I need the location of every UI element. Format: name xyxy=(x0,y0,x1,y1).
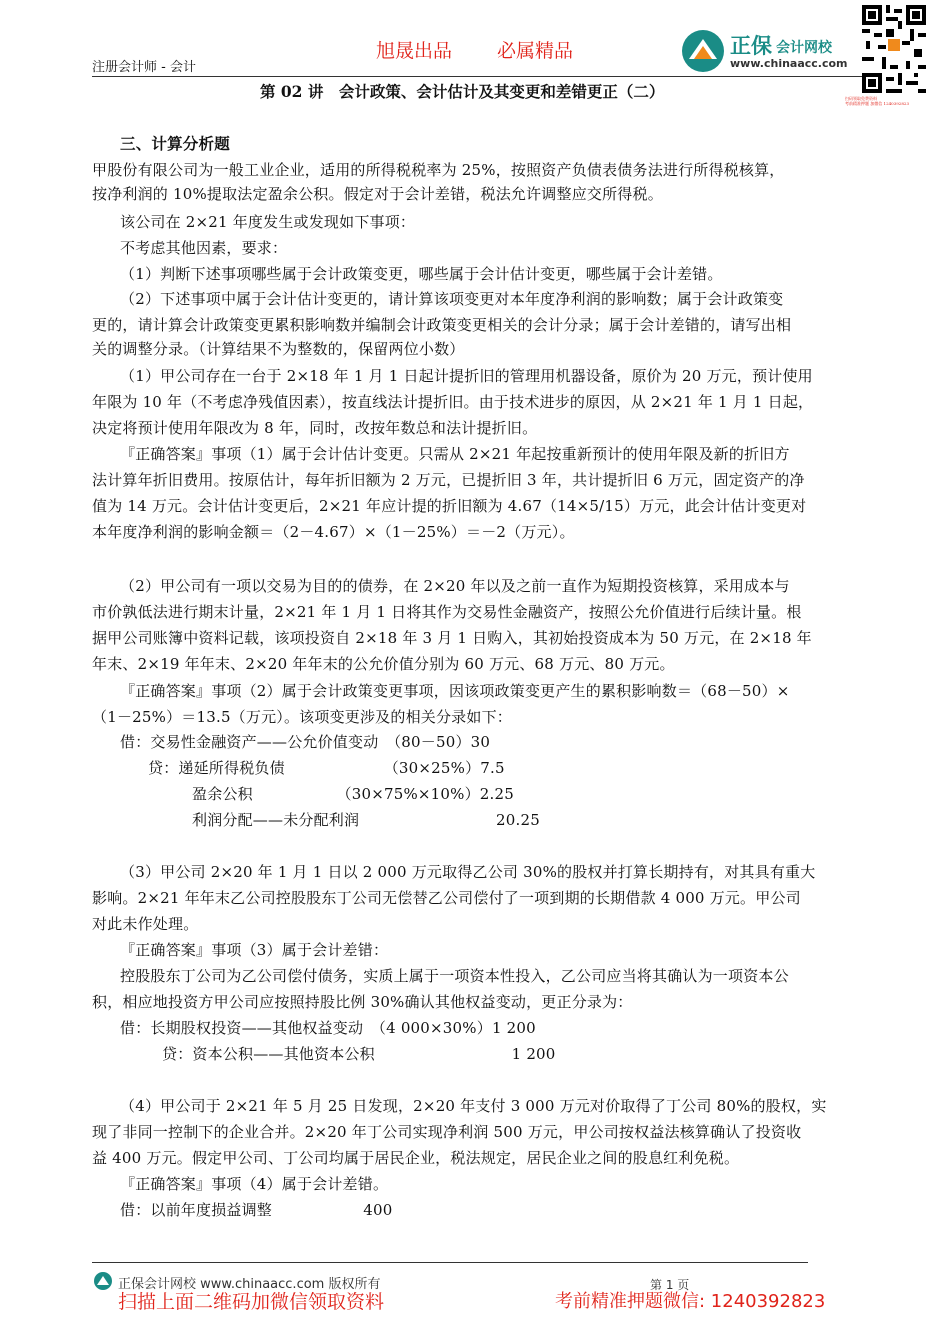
logo-sub: 会计网校 xyxy=(776,40,832,56)
body-text-line: 『正确答案』事项（1）属于会计估计变更。只需从 2×21 年起按重新预计的使用年限及新的折旧方 xyxy=(120,445,790,463)
body-text-line: （2）甲公司有一项以交易为目的的债券，在 2×20 年以及之前一直作为短期投资核算，采用成本与 xyxy=(120,577,790,595)
body-text-line: 现了非同一控制下的企业合并。2×20 年丁公司实现净利润 500 万元，甲公司按权益法核算确认了投资收 xyxy=(92,1123,802,1141)
body-text-line: 『正确答案』事项（4）属于会计差错。 xyxy=(120,1175,389,1193)
logo-url: www.chinaacc.com xyxy=(730,57,848,70)
body-text-line: 本年度净利润的影响金额＝（2－4.67）×（1－25%）＝－2（万元）。 xyxy=(92,523,575,541)
body-text-line: （1－25%）＝13.5（万元）。该项变更涉及的相关分录如下： xyxy=(92,708,512,726)
body-text-line: 利润分配——未分配利润 20.25 xyxy=(192,811,540,829)
qr-caption-line-1: 扫码领取免费资料 xyxy=(845,96,877,101)
body-text-line: （1）甲公司存在一台于 2×18 年 1 月 1 日起计提折旧的管理用机器设备，原价为 20 万元，预计使用 xyxy=(120,367,813,385)
body-text-line: 益 400 万元。假定甲公司、丁公司均属于居民企业，税法规定，居民企业之间的股息红利免税。 xyxy=(92,1149,740,1167)
body-text-line: 年限为 10 年（不考虑净残值因素），按直线法计提折旧。由于技术进步的原因，从 2×21 年 1 月 1 日起， xyxy=(92,393,814,411)
body-text-line: 贷：资本公积——其他资本公积 1 200 xyxy=(162,1045,556,1063)
logo-mark-icon xyxy=(680,28,726,74)
body-text-line: 按净利润的 10%提取法定盈余公积。假定对于会计差错，税法允许调整应交所得税。 xyxy=(92,185,663,203)
body-text-line: 对此未作处理。 xyxy=(92,915,199,933)
body-text-line: 该公司在 2×21 年度发生或发现如下事项： xyxy=(120,213,416,231)
slogan-left: 旭晟出品 xyxy=(376,40,453,62)
qr-code-icon xyxy=(862,5,926,93)
footer-copyright: 正保会计网校 www.chinaacc.com 版权所有 xyxy=(118,1277,381,1292)
body-text-line: 借：以前年度损益调整 400 xyxy=(120,1201,393,1219)
body-text-line: 不考虑其他因素，要求： xyxy=(120,239,288,257)
footer-promo-right: 考前精准押题微信: 1240392823 xyxy=(555,1291,826,1312)
body-text-line: 控股股东丁公司为乙公司偿付债务，实质上属于一项资本性投入，乙公司应当将其确认为一项资本公 xyxy=(120,967,789,985)
body-text-line: 借：交易性金融资产——公允价值变动 （80－50）30 xyxy=(120,733,491,751)
body-text-line: 『正确答案』事项（3）属于会计差错： xyxy=(120,941,389,959)
brand-logo xyxy=(680,28,855,76)
section-heading: 三、计算分析题 xyxy=(120,134,230,153)
header-divider xyxy=(92,76,862,77)
lecture-title: 第 02 讲 会计政策、会计估计及其变更和差错更正（二） xyxy=(260,82,665,101)
slogan-right: 必属精品 xyxy=(497,40,574,62)
body-text-line: 市价孰低法进行期末计量，2×21 年 1 月 1 日将其作为交易性金融资产，按照公允价值进行后续计量。根 xyxy=(92,603,802,621)
body-text-line: 『正确答案』事项（2）属于会计政策变更事项，因该项政策变更产生的累积影响数＝（68－50）× xyxy=(120,682,790,700)
body-text-line: （3）甲公司 2×20 年 1 月 1 日以 2 000 万元取得乙公司 30%的股权并打算长期持有，对其具有重大 xyxy=(120,863,816,881)
logo-name: 正保 xyxy=(730,34,772,58)
body-text-line: 盈余公积 （30×75%×10%）2.25 xyxy=(192,785,515,803)
qr-caption xyxy=(845,96,947,106)
course-name: 注册会计师 - 会计 xyxy=(92,60,196,75)
footer-page-number: 第 1 页 xyxy=(650,1278,690,1292)
footer-promo-left: 扫描上面二维码加微信领取资料 xyxy=(118,1291,385,1313)
body-text-line: 积，相应地投资方甲公司应按照持股比例 30%确认其他权益变动，更正分录为： xyxy=(92,993,633,1011)
body-text-line: 据甲公司账簿中资料记载，该项投资自 2×18 年 3 月 1 日购入，其初始投资成本为 50 万元，在 2×18 年 xyxy=(92,629,812,647)
body-text-line: 决定将预计使用年限改为 8 年，同时，改按年数总和法计提折旧。 xyxy=(92,419,538,437)
body-text-line: （4）甲公司于 2×21 年 5 月 25 日发现，2×20 年支付 3 000 万元对价取得了丁公司 80%的股权，实 xyxy=(120,1097,827,1115)
body-text-line: 年末、2×19 年年末、2×20 年年末的公允价值分别为 60 万元、68 万元、80 万元。 xyxy=(92,655,675,673)
body-text-line: （2）下述事项中属于会计估计变更的，请计算该项变更对本年度净利润的影响数；属于会计政策变 xyxy=(120,290,784,308)
body-text-line: 甲股份有限公司为一般工业企业，适用的所得税税率为 25%，按照资产负债表债务法进行所得税核算， xyxy=(92,161,785,179)
footer-logo-icon xyxy=(93,1271,113,1291)
body-text-line: 更的，请计算会计政策变更累积影响数并编制会计政策变更相关的会计分录；属于会计差错的，请写出相 xyxy=(92,316,792,334)
body-text-line: 贷：递延所得税负债 （30×25%）7.5 xyxy=(148,759,505,777)
body-text-line: 关的调整分录。（计算结果不为整数的，保留两位小数） xyxy=(92,340,465,358)
qr-caption-line-2: 考前精准押题 加微信 1240392823 xyxy=(845,101,909,106)
body-text-line: 借：长期股权投资——其他权益变动 （4 000×30%）1 200 xyxy=(120,1019,536,1037)
body-text-line: 值为 14 万元。会计估计变更后，2×21 年应计提的折旧额为 4.67（14×5/15）万元，此会计估计变更对 xyxy=(92,497,807,515)
body-text-line: 影响。2×21 年年末乙公司控股股东丁公司无偿替乙公司偿付了一项到期的长期借款 4 000 万元。甲公司 xyxy=(92,889,801,907)
body-text-line: 法计算年折旧费用。按原估计，每年折旧额为 2 万元，已提折旧 3 年，共计提折旧 6 万元，固定资产的净 xyxy=(92,471,805,489)
footer-divider xyxy=(92,1262,808,1263)
body-text-line: （1）判断下述事项哪些属于会计政策变更，哪些属于会计估计变更，哪些属于会计差错。 xyxy=(120,265,723,283)
